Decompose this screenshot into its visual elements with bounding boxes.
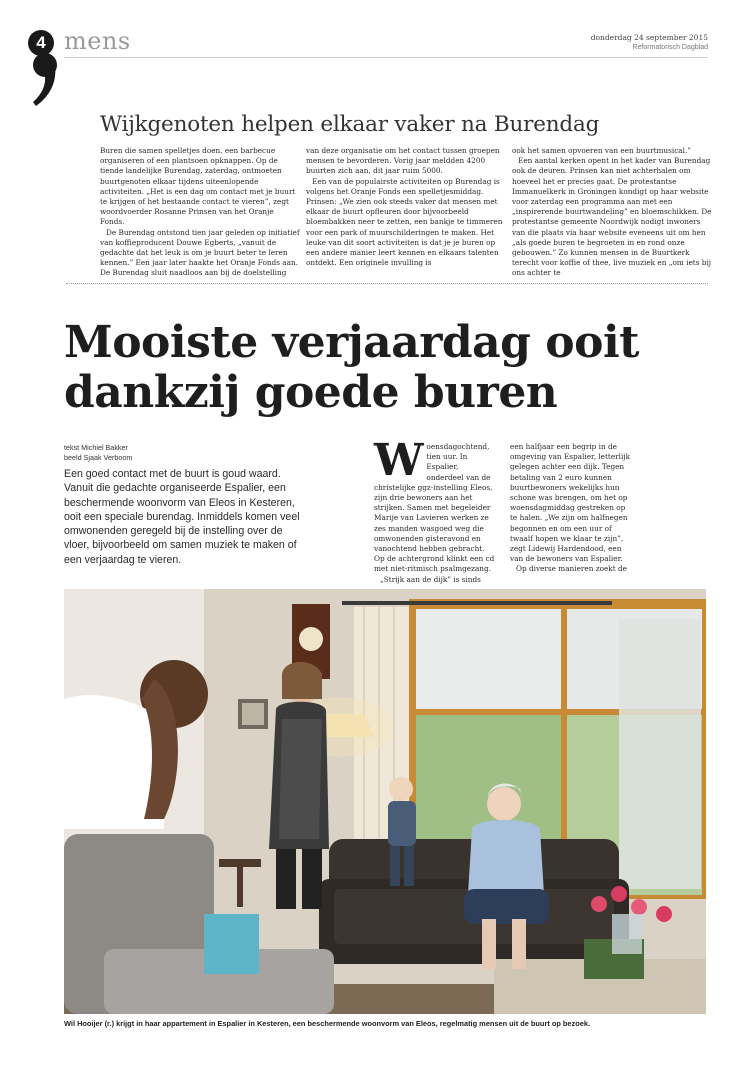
article2-headline-line1: Mooiste verjaardag ooit	[64, 317, 639, 368]
header-rule	[64, 57, 708, 58]
article2-col1-p1-text: oensdagochtend, tien uur. In Espalier, onderdeel van de christelijke ggz-instelling Eleos, zijn drie bewoners aan het strijken. Samen met begeleider Marije van Lavieren werken ze zes manden wasgoed weg die omwonenden gisteravond en vanochtend hebben gebracht. Op de achtergrond klinkt een cd met niet-ritmisch psalmgezang.	[374, 442, 495, 574]
article1-col3-p1: ook het samen opvoeren van een buurtmusical.”	[512, 146, 692, 155]
article2-col2-p1: een halfjaar een begrip in de omgeving van Espalier, letterlijk gelegen achter een dijk. Tegen betaling van 2 euro kunnen buurtbewoners wekelijks hun schone was brengen, om het op woensdagmiddag gestreken op te halen. „We zijn om halfnegen begonnen en om een uur of twaalf hopen we klaar te zijn”, zegt Lidewij Hardendood, een van de bewoners van Espalier.	[510, 442, 631, 564]
article1-column-2	[306, 146, 506, 266]
article2-col1-p2: „Strijk aan de dijk” is sinds	[380, 574, 481, 584]
article2-headline-line2: dankzij goede buren	[64, 367, 558, 418]
photo-caption: Wil Hooijer (r.) krijgt in haar appartement in Espalier in Kesteren, een beschermende woonvorm van Eleos, regelmatig mensen uit de buurt op bezoek.	[64, 1019, 591, 1028]
section-title: mens	[64, 27, 131, 55]
article1-col1-p2: De Burendag ontstond tien jaar geleden op initiatief van koffieproducent Douwe Egberts, „vanuit de gedachte dat het leuk is om je buurt beter te leren kennen.” Een jaar later haakte het Oranje Fonds aan. De Burendag sluit naadloos aan bij de doelstelling	[100, 227, 300, 278]
article-photo	[64, 589, 706, 1014]
article1-headline: Wijkgenoten helpen elkaar vaker na Burendag	[100, 112, 600, 137]
byline-text: tekst Michiel Bakker	[64, 443, 128, 452]
newspaper-name: Reformatorisch Dagblad	[632, 44, 708, 51]
article1-col3-p2: Een aantal kerken opent in het kader van Burendag ook de deuren. Prinsen kan niet achterhalen om hoeveel het er precies gaat. De protestantse Immanuelkerk in Groningen kondigt op haar website voor zaterdag een programma aan met een „inspirerende buurtwandeling” en bloemschikken. De protestantse gemeente Noordwijk nodigt inwoners van die plaats via haar website eveneens uit om hen „als goede buren te begroeten in en rond onze gebouwen.” Zo kunnen mensen in de Buurtkerk terecht voor koffie of thee, live muziek en „om iets bij ons achter te	[512, 156, 712, 278]
comma-logo-icon	[30, 52, 60, 108]
article-divider	[66, 283, 708, 284]
article2-intro: Een goed contact met de buurt is goud waard. Vanuit die gedachte organiseerde Espalier, een beschermende woonvorm van Eleos in Kesteren, ooit een speciale burendag. Inmiddels komen veel omwonenden geregeld bij de instelling over de vloer, bijvoorbeeld om samen muziek te maken of een verjaardag te vieren.	[64, 468, 300, 566]
article1-col1-p1: Buren die samen spelletjes doen, een barbecue organiseren of een plantsoen opknappen. Op de tiende landelijke Burendag, zaterdag, ontmoeten buurtgenoten elkaar tijdens uiteenlopende activiteiten. „Het is een dag om contact met je buurt te krijgen of het bestaande contact te vieren”, zegt woordvoerder Rosanne Prinsen van het Oranje Fonds.	[100, 146, 296, 227]
article1-col2-p1: van deze organisatie om het contact tussen groepen mensen te bevorderen. Vorig jaar meldden 4200 buurten zich aan, dit jaar ruim 5000.	[306, 146, 500, 176]
drop-cap: W	[374, 435, 424, 486]
article2-column-2	[510, 442, 632, 573]
page-number: 4	[28, 30, 54, 56]
article1-column-1	[100, 146, 300, 278]
article1-col2-p2: Een van de populairste activiteiten op Burendag is volgens het Oranje Fonds een spelletjesmiddag. Prinsen: „We zien ook steeds vaker dat mensen met elkaar de buurt opfleuren door bijvoorbeeld bloembakken neer te zetten, een bankje te timmeren voor een park of muurschilderingen te maken. Het leuke van dit soort activiteiten is dat je je buren op een andere manier leert kennen en elkaars talenten ontdekt. Een originele invulling is	[306, 176, 503, 268]
byline-photo: beeld Sjaak Verboom	[64, 453, 133, 462]
article2-col1-p1	[374, 435, 496, 575]
article1-column-3	[512, 146, 712, 278]
article2-column-1	[374, 435, 496, 584]
article2-headline	[64, 318, 639, 418]
article2-col2-p2: Op diverse manieren zoekt de	[516, 564, 627, 574]
issue-date: donderdag 24 september 2015	[590, 33, 708, 42]
